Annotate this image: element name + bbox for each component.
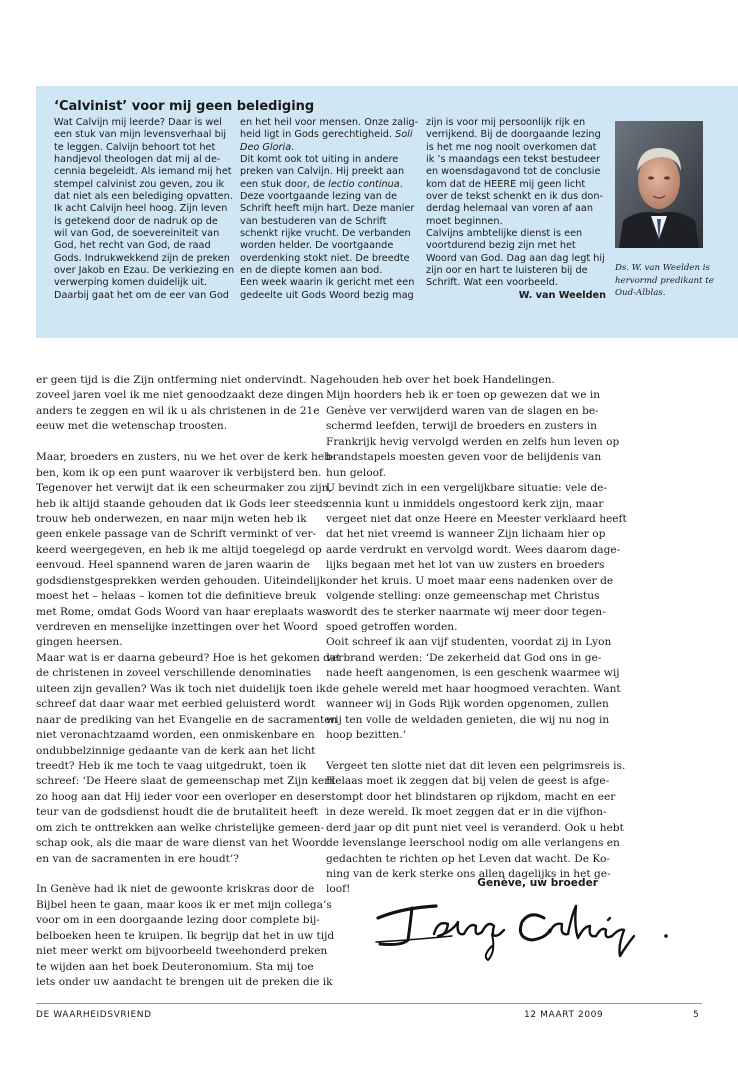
text-line: en de diepte komen aan bod. <box>240 265 383 277</box>
text-line: zijn is voor mij persoonlijk rijk en <box>426 117 586 128</box>
text-line: cennia kunt u inmiddels ongestoord kerk zijn, maar <box>326 497 604 510</box>
text-line: moest het – helaas – komen tot die definitieve breuk <box>36 590 317 603</box>
text-line: heid ligt in Gods gerechtigheid. Soli <box>240 129 413 141</box>
text-line: stompt door het blindstaren op rijkdom, macht en eer <box>326 790 616 803</box>
text-line: schap ook, als die maar de ware dienst van het Woord <box>36 837 327 850</box>
text-line: schreef dat daar waar met eerbied geluisterd wordt <box>36 698 316 711</box>
text-line: verrijkend. Bij de doorgaande lezing <box>426 129 601 141</box>
text-line: belboeken heen te kruipen. Ik begrijp dat het in uw tijd <box>36 929 335 942</box>
text-line: Ooit schreef ik aan vijf studenten, voordat zij in Lyon <box>326 636 612 649</box>
text-line: ik ’s maandags een tekst bestudeer <box>426 154 600 166</box>
text-line: aarde verdrukt en vervolgd wordt. Wees daarom dage- <box>326 543 621 556</box>
text-line: vergeet niet dat onze Heere en Meester verklaard heeft <box>326 512 627 525</box>
text-line: anders te zeggen en wil ik u als christenen in de 21e <box>36 404 320 417</box>
text-line: Maar, broeders en zusters, nu we het over de kerk heb- <box>36 451 335 464</box>
text-line: eeuw met die wetenschap troosten. <box>36 420 228 433</box>
text-line: en het heil voor mensen. Onze zalig- <box>240 117 419 128</box>
text-line: cennia begeleidt. Als iemand mij het <box>54 166 232 178</box>
paragraph-gap <box>36 867 336 882</box>
text-line: en van de sacramenten in ere houdt’? <box>36 852 239 865</box>
text-line: wanneer wij in Gods Rijk worden opgenomen, zullen <box>326 698 609 711</box>
text-line: de christenen in zoveel verschillende denominaties <box>36 667 312 680</box>
text-line: Schrift. Wat een voorbeeld. <box>426 277 558 289</box>
text-line: in deze wereld. Ik moet zeggen dat er in die vijfhon- <box>326 806 607 819</box>
main-column-right <box>326 373 626 898</box>
text-line: gehouden heb over het boek Handelingen. <box>326 374 555 386</box>
text-line: Mijn hoorders heb ik er toen op gewezen dat we in <box>326 389 601 402</box>
text-line: ondubbelzinnige gedaante van de kerk aan het licht <box>36 744 316 757</box>
caption-line: hervormd predikant te <box>615 275 714 286</box>
text-line: Dit komt ook tot uiting in andere <box>240 154 399 166</box>
text-line: Maar wat is er daarna gebeurd? Hoe is het gekomen dat <box>36 651 341 664</box>
text-line: wij ten volle de weldaden genieten, die wij nu nog in <box>326 713 610 726</box>
sidebar-column-1 <box>54 117 234 302</box>
text-line: iets onder uw aandacht te brengen uit de preken die ik <box>36 976 333 989</box>
text-line: kom dat de HEERE mij geen licht <box>426 178 586 190</box>
text-line: een stuk van mijn levensverhaal bij <box>54 129 227 141</box>
text-line: hun geloof. <box>326 466 386 479</box>
text-line: van bestuderen van de Schrift <box>240 215 387 227</box>
text-line: is het me nog nooit overkomen dat <box>426 141 597 153</box>
handwritten-signature <box>372 896 682 966</box>
text-line: Ik acht Calvijn heel hoog. Zijn leven <box>54 203 228 215</box>
text-line: Woord van God. Dag aan dag legt hij <box>426 252 605 264</box>
text-line: wordt des te sterker naarmate wij meer door tegen- <box>326 605 606 618</box>
text-line: U bevindt zich in een vergelijkbare situatie: vele de- <box>326 482 607 495</box>
footer-publication: DE WAARHEIDSVRIEND <box>36 1010 152 1020</box>
text-line: dat het niet vreemd is wanneer Zijn lichaam hier op <box>326 528 606 541</box>
text-line: stempel calvinist zou geven, zou ik <box>54 178 225 190</box>
text-line: brandstapels moesten geven voor de belijdenis van <box>326 451 602 464</box>
text-line: Schrift heeft mijn hart. Deze manier <box>240 203 415 215</box>
text-line: Calvijns ambtelijke dienst is een <box>426 228 583 240</box>
footer-date: 12 MAART 2009 <box>524 1010 604 1020</box>
text-line: en woensdagavond tot de conclusie <box>426 166 601 178</box>
text-line: schreef: ‘De Heere slaat de gemeenschap met Zijn kerk <box>36 775 336 788</box>
sidebar-column-2 <box>240 117 420 302</box>
text-line: dat niet als een belediging opvatten. <box>54 191 233 203</box>
text-line: God, het recht van God, de raad <box>54 240 211 252</box>
text-line: te leggen. Calvijn behoort tot het <box>54 141 216 153</box>
text-line: derd jaar op dit punt niet veel is veranderd. Ook u hebt <box>326 821 624 834</box>
text-line: In Genève had ik niet de gewoonte kriskras door de <box>36 883 315 896</box>
photo-caption <box>615 262 725 300</box>
footer-rule <box>36 1003 702 1004</box>
sidebar-title: ‘Calvinist’ voor mij geen belediging <box>54 99 315 114</box>
caption-line: Ds. W. van Weelden is <box>615 263 710 273</box>
text-line: nade heeft aangenomen, is een geschenk waarmee wij <box>326 667 620 680</box>
text-line: Een week waarin ik gericht met een <box>240 277 415 289</box>
text-line: te wijden aan het boek Deuteronomium. Sta mij toe <box>36 960 314 973</box>
text-line: ben, kom ik op een punt waarover ik verbijsterd ben. <box>36 466 322 479</box>
sidebar-column-3 <box>426 117 606 303</box>
paragraph-gap <box>36 435 336 450</box>
text-line: teur van de godsdienst houdt die de brutaliteit heeft <box>36 806 319 819</box>
text-line: zoveel jaren voel ik me niet genoodzaakt deze dingen <box>36 389 324 402</box>
text-line: moet beginnen. <box>426 215 503 227</box>
text-line: godsdienstgesprekken werden gehouden. Uiteindelijk <box>36 574 327 587</box>
text-line: Vergeet ten slotte niet dat dit leven een pelgrimsreis is. <box>326 759 626 772</box>
text-line: Genève ver verwijderd waren van de slagen en be- <box>326 404 599 417</box>
text-line: uiteen zijn gevallen? Was ik toch niet duidelijk toen ik <box>36 682 326 695</box>
text-line: voortdurend bezig zijn met het <box>426 240 576 252</box>
text-line: met Rome, omdat Gods Woord van haar ereplaats was <box>36 605 328 618</box>
text-line: de levenslange leerschool nodig om alle verlangens en <box>326 837 620 850</box>
text-line: een stuk door, de lectio continua. <box>240 178 403 190</box>
text-line: trouw heb onderwezen, en naar mijn weten heb ik <box>36 512 307 525</box>
text-line: handjevol theologen dat mij al de- <box>54 154 221 166</box>
text-line: loof! <box>326 883 351 896</box>
text-line: gedeelte uit Gods Woord bezig mag <box>240 289 414 301</box>
text-line: om zich te onttrekken aan welke christelijke gemeen- <box>36 821 325 834</box>
text-line: zo hoog aan dat Hij ieder voor een overloper en deser- <box>36 790 330 803</box>
text-line: treedt? Heb ik me toch te vaag uitgedrukt, toen ik <box>36 759 307 772</box>
text-line: Deze voortgaande lezing van de <box>240 191 398 203</box>
text-line: naar de prediking van het Evangelie en de sacramenten <box>36 713 338 726</box>
text-line: Gods. Indrukwekkend zijn de preken <box>54 252 230 264</box>
text-line: verdreven en menselijke inzettingen over het Woord <box>36 621 318 633</box>
text-line: verwerping komen duidelijk uit. <box>54 277 208 289</box>
text-line: derdag helemaal van voren af aan <box>426 203 594 215</box>
text-line: over de tekst schenkt en ik dus don- <box>426 191 603 203</box>
text-line: geen enkele passage van de Schrift verminkt of ver- <box>36 528 317 541</box>
text-line: Tegenover het verwijt dat ik een scheurmaker zou zijn, <box>36 482 332 495</box>
text-line: wil van God, de soevereiniteit van <box>54 228 220 240</box>
text-line: niet veronachtzaamd worden, een onmiskenbare en <box>36 729 315 742</box>
text-line: gingen heersen. <box>36 636 123 649</box>
text-line: lijks begaan met het lot van uw zusters en broeders <box>326 559 605 572</box>
text-line: de gehele wereld met haar hoogmoed verachten. Want <box>326 682 621 695</box>
text-line: Wat Calvijn mij leerde? Daar is wel <box>54 117 222 128</box>
closing-greeting: Genève, uw broeder <box>477 877 598 889</box>
text-line: Frankrijk hevig vervolgd werden en zelfs hun leven op <box>326 435 620 448</box>
text-line: er geen tijd is die Zijn ontferming niet ondervindt. Na <box>36 374 326 386</box>
text-line: Bijbel heen te gaan, maar koos ik er met mijn collega’s <box>36 898 332 911</box>
text-line: preken van Calvijn. Hij preekt aan <box>240 166 405 178</box>
text-line: overdenking stokt niet. De breedte <box>240 252 410 264</box>
text-line: spoed getroffen worden. <box>326 621 458 633</box>
text-line: worden helder. De voortgaande <box>240 240 394 252</box>
page-number: 5 <box>693 1010 700 1020</box>
text-line: schermd leefden, terwijl de broeders en zusters in <box>326 420 597 433</box>
portrait-photo <box>615 121 703 248</box>
text-line: voor om in een doorgaande lezing door complete bij- <box>36 914 320 927</box>
text-line: volgende stelling: onze gemeenschap met Christus <box>326 590 600 603</box>
text-line: Daarbij gaat het om de eer van God <box>54 289 229 301</box>
text-line: zijn oor en hart te luisteren bij de <box>426 265 588 277</box>
text-line: eenvoud. Heel spannend waren de jaren waarin de <box>36 559 310 572</box>
text-line: niet meer werkt om bijvoorbeeld tweehonderd preken <box>36 945 328 958</box>
text-line: Deo Gloria. <box>240 141 295 153</box>
text-line: ning van de kerk sterke ons allen dagelijks in het ge- <box>326 868 611 880</box>
text-line: hoop bezitten.’ <box>326 729 407 742</box>
text-line: Helaas moet ik zeggen dat bij velen de geest is afge- <box>326 775 610 788</box>
text-line: schenkt rijke vrucht. De verbanden <box>240 228 411 240</box>
text-line: onder het kruis. U moet maar eens nadenken over de <box>326 574 614 587</box>
text-line: over Jakob en Ezau. De verkiezing en <box>54 265 235 277</box>
text-line: is getekend door de nadruk op de <box>54 215 218 227</box>
paragraph-gap <box>326 744 626 759</box>
text-line: keerd weergegeven, en heb ik me altijd toegelegd op <box>36 543 322 556</box>
text-line: verbrand werden: ‘De zekerheid dat God ons in ge- <box>326 651 602 664</box>
caption-line: Oud-Alblas. <box>615 288 666 298</box>
text-line: gedachten te richten op het Leven dat wacht. De Ko- <box>326 852 611 865</box>
sidebar-signature: W. van Weelden <box>518 289 606 301</box>
text-line: heb ik altijd staande gehouden dat ik Gods leer steeds <box>36 497 329 510</box>
